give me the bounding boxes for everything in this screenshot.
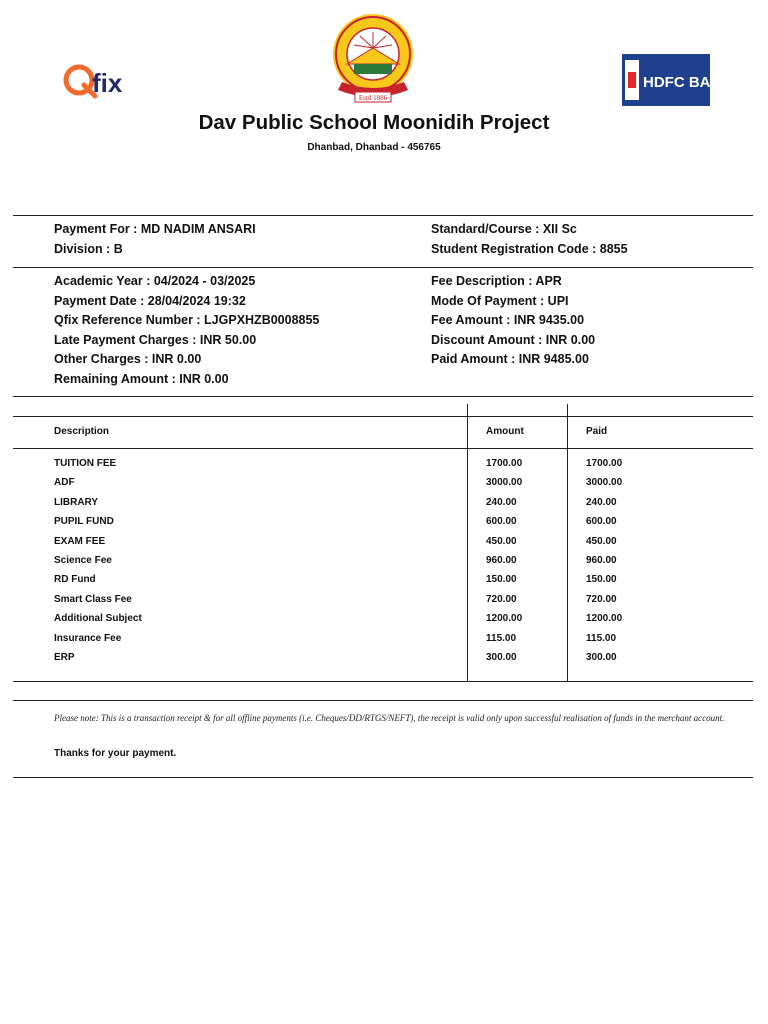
paid-cell: 300.00 xyxy=(586,651,617,663)
table-row: Science Fee xyxy=(54,554,112,566)
table-row: Smart Class Fee xyxy=(54,593,132,605)
column-header-description: Description xyxy=(54,426,110,437)
divider xyxy=(13,396,753,397)
paid-amount: Paid Amount : INR 9485.00 xyxy=(431,352,589,366)
paid-cell: 240.00 xyxy=(586,496,617,508)
amount-cell: 1200.00 xyxy=(486,613,523,625)
thanks-message: Thanks for your payment. xyxy=(54,748,177,759)
mode-of-payment: Mode Of Payment : UPI xyxy=(431,293,569,308)
table-column-divider xyxy=(567,404,568,681)
paid-cell: 600.00 xyxy=(586,516,617,528)
amount-cell: 150.00 xyxy=(486,574,517,586)
paid-cell: 1700.00 xyxy=(586,458,623,469)
table-row: Insurance Fee xyxy=(54,632,122,644)
fee-amount-column xyxy=(486,454,522,667)
table-row: LIBRARY xyxy=(54,496,99,508)
standard-course: Standard/Course : XII Sc xyxy=(431,222,577,236)
payment-for: Payment For : MD NADIM ANSARI xyxy=(54,222,256,236)
divider xyxy=(13,700,753,701)
table-bottom xyxy=(13,681,753,682)
fee-description-column xyxy=(54,454,142,667)
school-name: Dav Public School Moonidih Project xyxy=(198,111,550,134)
svg-text:HDFC BANK: HDFC BANK xyxy=(643,74,733,91)
discount-amount: Discount Amount : INR 0.00 xyxy=(431,332,596,347)
dav-college-seal xyxy=(330,12,416,108)
divider xyxy=(13,777,753,778)
table-row: PUPIL FUND xyxy=(54,516,114,528)
fee-amount: Fee Amount : INR 9435.00 xyxy=(431,313,585,327)
fee-paid-column xyxy=(586,454,622,667)
table-row: ERP xyxy=(54,651,75,663)
table-header-top xyxy=(13,416,753,417)
column-header-amount: Amount xyxy=(486,426,524,437)
paid-cell: 3000.00 xyxy=(586,477,623,489)
offline-payment-note: Please note: This is a transaction receipt & for all offline payments (i.e. Cheques/DD/RTGS/NEFT), the receipt is valid only upon successful realisation of funds in the merchant account. xyxy=(54,713,725,723)
divider xyxy=(13,267,753,268)
paid-cell: 150.00 xyxy=(586,574,617,586)
academic-year: Academic Year : 04/2024 - 03/2025 xyxy=(54,274,256,288)
division: Division : B xyxy=(54,241,123,256)
column-header-paid: Paid xyxy=(586,426,608,437)
amount-cell: 300.00 xyxy=(486,651,517,663)
paid-cell: 1200.00 xyxy=(586,613,623,625)
student-info-left xyxy=(54,220,256,259)
qfix-reference: Qfix Reference Number : LJGPXHZB0008855 xyxy=(54,313,320,327)
paid-cell: 450.00 xyxy=(586,535,617,547)
paid-cell: 720.00 xyxy=(586,593,617,605)
amount-cell: 450.00 xyxy=(486,535,517,547)
amount-cell: 600.00 xyxy=(486,516,517,528)
payment-info-right xyxy=(431,272,595,370)
table-row: ADF xyxy=(54,477,75,489)
table-row: RD Fund xyxy=(54,574,96,586)
registration-code: Student Registration Code : 8855 xyxy=(431,241,628,256)
school-address: Dhanbad, Dhanbad - 456765 xyxy=(307,142,441,153)
paid-cell: 115.00 xyxy=(586,632,617,644)
svg-text:fix: fix xyxy=(92,68,123,98)
svg-text:Estd 1886: Estd 1886 xyxy=(358,94,388,102)
amount-cell: 115.00 xyxy=(486,632,517,644)
amount-cell: 960.00 xyxy=(486,554,517,566)
fee-description: Fee Description : APR xyxy=(431,274,562,288)
hdfc-bank-logo xyxy=(622,54,733,106)
paid-cell: 960.00 xyxy=(586,554,617,566)
late-payment-charges: Late Payment Charges : INR 50.00 xyxy=(54,332,257,347)
amount-cell: 1700.00 xyxy=(486,458,523,469)
qfix-logo xyxy=(62,58,142,102)
divider xyxy=(13,215,753,216)
student-info-right xyxy=(431,220,628,259)
table-row: EXAM FEE xyxy=(54,535,106,547)
payment-date: Payment Date : 28/04/2024 19:32 xyxy=(54,293,246,308)
amount-cell: 3000.00 xyxy=(486,477,523,489)
remaining-amount: Remaining Amount : INR 0.00 xyxy=(54,371,229,386)
amount-cell: 240.00 xyxy=(486,496,517,508)
amount-cell: 720.00 xyxy=(486,593,517,605)
other-charges: Other Charges : INR 0.00 xyxy=(54,352,202,366)
table-row: Additional Subject xyxy=(54,613,142,625)
table-column-divider xyxy=(467,404,468,681)
table-header-bottom xyxy=(13,448,753,449)
table-row: TUITION FEE xyxy=(54,458,117,469)
payment-info-left xyxy=(54,272,319,389)
